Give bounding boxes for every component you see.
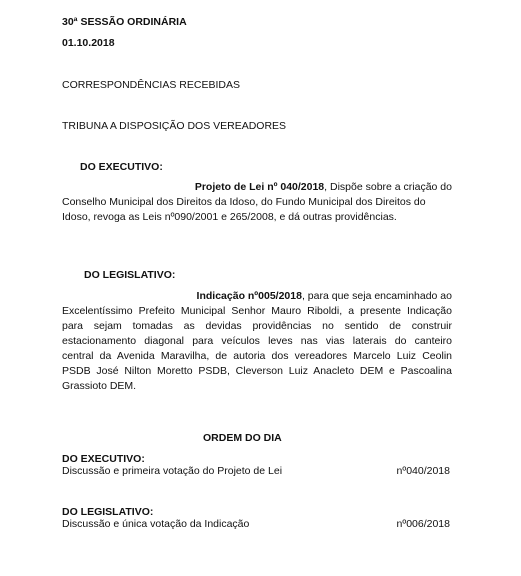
executive-bill-line: Conselho Municipal dos Direitos da Idoso, do Fundo Municipal dos Direitos do [62,196,426,208]
legislative-heading: DO LEGISLATIVO: [84,269,176,281]
session-title: 30ª SESSÃO ORDINÁRIA [62,16,187,28]
agenda-legislative-row [62,517,450,532]
agenda-legislative-heading: DO LEGISLATIVO: [62,506,154,518]
legislative-indication-number: Indicação nº005/2018 [196,290,302,302]
legislative-indication-line: Grassioto DEM. [62,380,137,392]
correspondence-heading: CORRESPONDÊNCIAS RECEBIDAS [62,79,240,91]
agenda-executive-number: nº040/2018 [396,465,450,477]
legislative-indication-line: Excelentíssimo Prefeito Municipal Senhor Mauro Riboldi, a presente Indicação [62,305,452,317]
session-date: 01.10.2018 [62,37,115,49]
legislative-indication-line: PSDB José Nilton Moretto PSDB, Cleverson Luiz Anacleto DEM e Pascoalina [62,365,452,377]
executive-bill-number: Projeto de Lei nº 040/2018 [194,181,325,193]
legislative-indication-text: Indicação nº005/2018, para que seja encaminhado ao Excelentíssimo Prefeito Municipal Senhor Mauro Riboldi, a presente Indicação para sejam tomadas as devidas providências no sentido de construir estacionamento diagonal para veículos leves nas vias laterais do canteiro central da Avenida Maravilha, de autoria dos vereadores Marcelo Luiz Ceolin PSDB José Nilton Moretto PSDB, Cleverson Luiz Anacleto DEM e Pascoalina Grassioto DEM. [62,290,452,392]
agenda-executive-row [62,464,450,479]
legislative-indication-line: para sejam tomadas as devidas providências no sentido de construir [62,320,452,332]
legislative-indication-line: central da Avenida Maravilha, de autoria dos vereadores Marcelo Luiz Ceolin [62,350,452,362]
executive-heading: DO EXECUTIVO: [80,161,163,173]
legislative-indication-line: para que seja encaminhado ao [307,290,452,302]
executive-bill-line: Idoso, revoga as Leis nº090/2001 e 265/2008, e dá outras providências. [62,211,397,223]
agenda-executive-item: Discussão e primeira votação do Projeto de Lei [62,465,283,477]
agenda-legislative-number: nº006/2018 [396,518,450,530]
legislative-indication-line: estacionamento diagonal para veículos leves nas vias laterais do canteiro [62,335,452,347]
agenda-title: ORDEM DO DIA [203,432,282,444]
agenda-legislative-item: Discussão e única votação da Indicação [62,518,250,530]
executive-bill-text: Projeto de Lei nº 040/2018, Dispõe sobre a criação do Conselho Municipal dos Direitos da Idoso, do Fundo Municipal dos Direitos do Idoso, revoga as Leis nº090/2001 e 265/2008, e dá outras providências. [62,181,452,223]
executive-bill-line: Dispõe sobre a criação do [330,181,452,193]
tribune-heading: TRIBUNA A DISPOSIÇÃO DOS VEREADORES [62,120,287,132]
agenda-executive-heading: DO EXECUTIVO: [62,453,145,465]
